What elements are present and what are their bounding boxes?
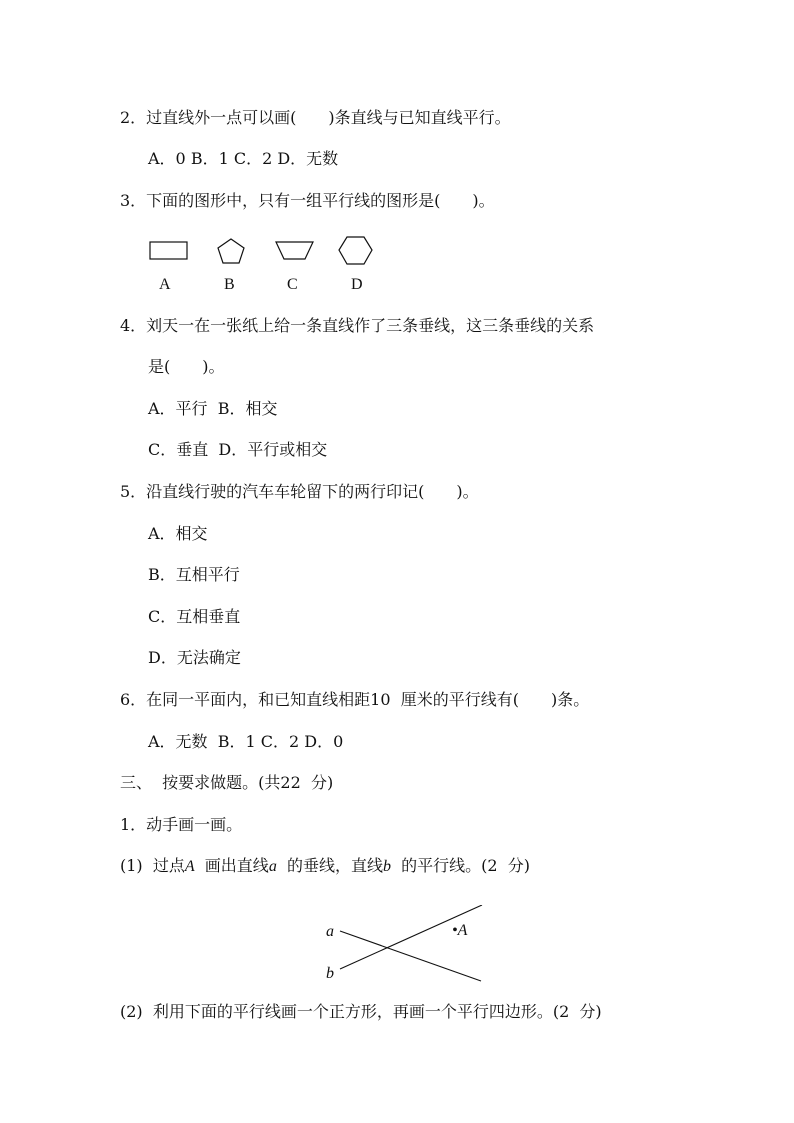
- question-2-options: A．0 B．1 C．2 D．无数: [148, 149, 339, 168]
- question-4-options-1: A．平行 B．相交: [148, 399, 278, 418]
- section-3-sub-2: (2) 利用下面的平行线画一个正方形，再画一个平行四边形。(2 分): [120, 1002, 602, 1021]
- rectangle-shape-icon: [149, 241, 189, 261]
- question-5-option-d: D．无法确定: [148, 648, 241, 667]
- pentagon-shape-icon: [217, 237, 247, 265]
- sub1-mid-1: 画出直线: [194, 856, 269, 875]
- hexagon-shape-icon: [338, 236, 374, 266]
- shape-label-a: A: [159, 276, 171, 293]
- line-a-label: a: [326, 923, 334, 940]
- section-3-sub-1: [120, 856, 530, 877]
- question-5-option-a: A．相交: [148, 524, 208, 543]
- question-6-options: A．无数 B．1 C．2 D．0: [148, 732, 344, 751]
- question-3-stem: 3．下面的图形中，只有一组平行线的图形是( )。: [120, 191, 495, 210]
- trapezoid-shape-icon: [275, 241, 315, 261]
- sub1-line-b: b: [383, 858, 391, 875]
- point-a-label: •A: [452, 922, 468, 939]
- shape-label-b: B: [224, 276, 235, 293]
- question-5-option-c: C．互相垂直: [148, 607, 241, 626]
- question-5-option-b: B．互相平行: [148, 565, 240, 584]
- sub1-mid-2: 的垂线，直线: [276, 856, 383, 875]
- line-b-label: b: [326, 965, 334, 982]
- question-5-stem: 5．沿直线行驶的汽车车轮留下的两行印记( )。: [120, 482, 479, 501]
- sub1-point-a: A: [184, 858, 195, 875]
- shape-label-c: C: [287, 276, 298, 293]
- sub1-line-a: a: [268, 858, 277, 875]
- section-3-item-1: 1．动手画一画。: [120, 815, 243, 834]
- section-3-title: 三、 按要求做题。(共22 分): [120, 773, 334, 792]
- question-4-stem-continued: 是( )。: [148, 357, 225, 376]
- shape-label-d: D: [351, 276, 363, 293]
- question-6-stem: 6．在同一平面内，和已知直线相距10 厘米的平行线有( )条。: [120, 690, 590, 709]
- intersecting-lines-figure: [320, 905, 490, 990]
- question-4-options-2: C．垂直 D．平行或相交: [148, 440, 328, 459]
- question-2-stem: 2．过直线外一点可以画( )条直线与已知直线平行。: [120, 108, 511, 127]
- question-4-stem: 4．刘天一在一张纸上给一条直线作了三条垂线，这三条垂线的关系: [120, 316, 595, 335]
- sub1-prefix: (1) 过点: [120, 856, 185, 875]
- sub1-suffix: 的平行线。(2 分): [391, 856, 531, 875]
